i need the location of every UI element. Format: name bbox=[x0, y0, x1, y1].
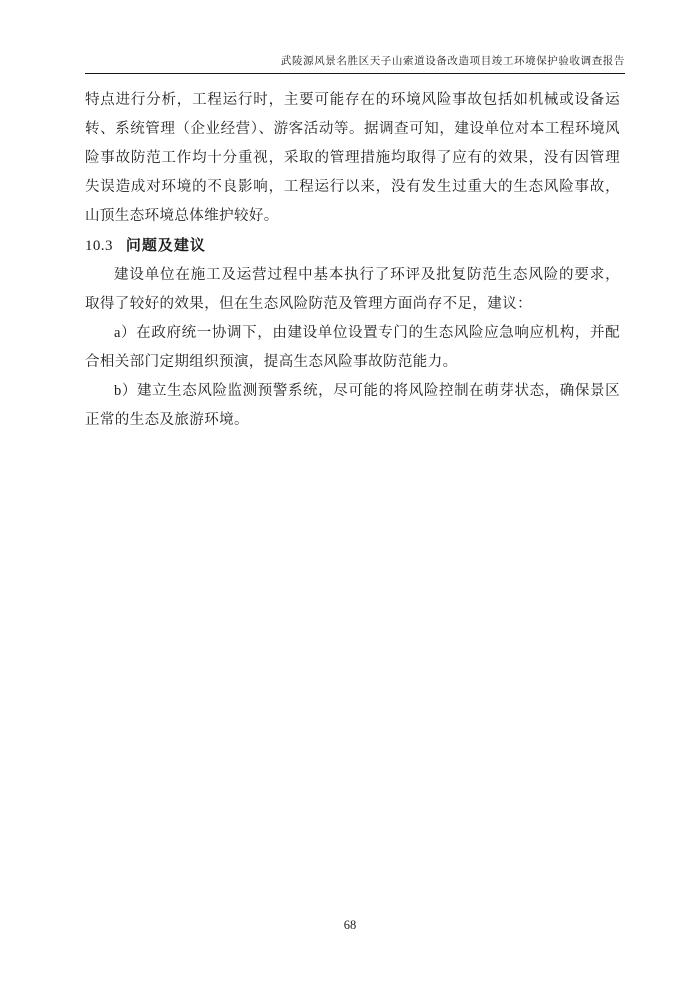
paragraph-suggestion-b: b）建立生态风险监测预警系统，尽可能的将风险控制在萌芽状态，确保景区正常的生态及旅游环境。 bbox=[85, 383, 620, 428]
page-footer bbox=[0, 918, 700, 933]
paragraph-risk-analysis: 特点进行分析，工程运行时，主要可能存在的环境风险事故包括如机械或设备运转、系统管理（企业经营）、游客活动等。据调查可知，建设单位对本工程环境风险事故防范工作均十分重视，采取的管理措施均取得了应有的效果，没有因管理失误造成对环境的不良影响，工程运行以来，没有发生过重大的生态风险事故，山顶生态环境总体维护较好。 bbox=[85, 92, 620, 224]
paragraph-suggestion-a: a）在政府统一协调下，由建设单位设置专门的生态风险应急响应机构，并配合相关部门定期组织预演，提高生态风险事故防范能力。 bbox=[85, 325, 620, 370]
paragraph-suggestion-intro: 建设单位在施工及运营过程中基本执行了环评及批复防范生态风险的要求，取得了较好的效果，但在生态风险防范及管理方面尚存不足，建议： bbox=[85, 267, 620, 312]
header-title: 武陵源风景名胜区天子山索道设备改造项目竣工环境保护验收调查报告 bbox=[280, 56, 625, 67]
section-number: 10.3 bbox=[85, 238, 113, 254]
page-number: 68 bbox=[343, 918, 357, 932]
document-body bbox=[85, 86, 620, 435]
section-heading bbox=[85, 231, 620, 261]
page-header bbox=[85, 53, 625, 74]
section-title: 问题及建议 bbox=[125, 237, 206, 254]
